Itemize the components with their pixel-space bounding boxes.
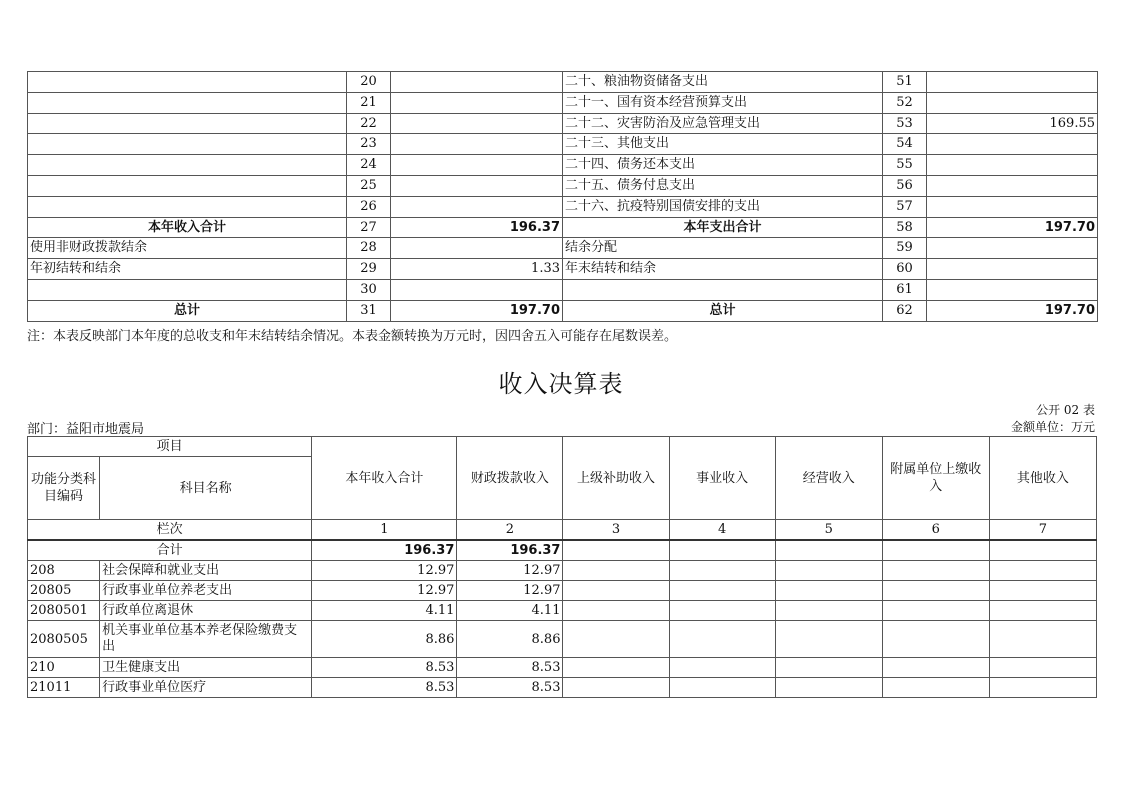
left-amount: 196.37 (391, 217, 563, 238)
amount-cell (775, 678, 882, 698)
amount-cell (563, 581, 669, 601)
left-item-label: 使用非财政拨款结余 (28, 238, 347, 259)
table-row (28, 621, 1097, 658)
amount-cell: 8.53 (457, 678, 563, 698)
left-line-number: 26 (347, 196, 391, 217)
right-amount (927, 259, 1098, 280)
right-item-label: 二十六、抗疫特别国债安排的支出 (563, 196, 883, 217)
table-row (28, 259, 1098, 280)
subject-name: 社会保障和就业支出 (100, 561, 312, 581)
amount-cell (989, 621, 1096, 658)
right-item-label: 本年支出合计 (563, 217, 883, 238)
right-amount (927, 72, 1098, 93)
left-line-number: 23 (347, 134, 391, 155)
right-line-number: 58 (883, 217, 927, 238)
table-row (28, 196, 1098, 217)
page-title: 收入决算表 (498, 370, 624, 398)
right-amount (927, 92, 1098, 113)
left-item-label (28, 72, 347, 93)
left-item-label: 年初结转和结余 (28, 259, 347, 280)
amount-cell: 8.53 (457, 658, 563, 678)
right-amount: 197.70 (927, 217, 1098, 238)
column-index-label: 栏次 (28, 520, 312, 541)
column-number: 6 (882, 520, 989, 541)
table-row (28, 155, 1098, 176)
unit-label: 金额单位：万元 (1010, 420, 1095, 434)
right-amount (927, 196, 1098, 217)
right-line-number: 61 (883, 279, 927, 300)
table-row (28, 175, 1098, 196)
amount-cell (882, 658, 989, 678)
amount-cell (669, 678, 775, 698)
left-item-label: 总计 (28, 300, 347, 321)
right-amount (927, 175, 1098, 196)
left-item-label (28, 92, 347, 113)
amount-cell (882, 601, 989, 621)
function-code: 20805 (28, 581, 100, 601)
table-row (28, 238, 1098, 259)
amount-cell: 4.11 (457, 601, 563, 621)
left-line-number: 21 (347, 92, 391, 113)
right-line-number: 60 (883, 259, 927, 280)
function-code: 2080505 (28, 621, 100, 658)
table-row (28, 658, 1097, 678)
amount-cell (989, 601, 1096, 621)
amount-cell (775, 581, 882, 601)
amount-cell: 12.97 (457, 561, 563, 581)
left-amount (391, 279, 563, 300)
column-number: 1 (312, 520, 457, 541)
table-row (28, 581, 1097, 601)
left-item-label (28, 279, 347, 300)
amount-cell (989, 678, 1096, 698)
left-line-number: 20 (347, 72, 391, 93)
amount-cell (775, 658, 882, 678)
header-col-4: 事业收入 (669, 437, 775, 520)
total-amount: 196.37 (457, 540, 563, 561)
left-amount (391, 155, 563, 176)
right-item-label: 总计 (563, 300, 883, 321)
left-amount (391, 238, 563, 259)
left-amount (391, 72, 563, 93)
subject-name: 卫生健康支出 (100, 658, 312, 678)
right-amount (927, 238, 1098, 259)
amount-cell (882, 581, 989, 601)
right-item-label: 二十四、债务还本支出 (563, 155, 883, 176)
table-note: 注：本表反映部门本年度的总收支和年末结转结余情况。本表金额转换为万元时，因四舍五入可能存在尾数误差。 (27, 329, 678, 344)
amount-cell (669, 621, 775, 658)
header-col-7: 其他收入 (989, 437, 1096, 520)
right-item-label: 结余分配 (563, 238, 883, 259)
amount-cell (563, 621, 669, 658)
function-code: 21011 (28, 678, 100, 698)
amount-cell (989, 581, 1096, 601)
right-line-number: 52 (883, 92, 927, 113)
subject-name: 机关事业单位基本养老保险缴费支出 (100, 621, 312, 658)
header-col-2: 财政拨款收入 (457, 437, 563, 520)
header-col-1: 本年收入合计 (312, 437, 457, 520)
table-row (28, 300, 1098, 321)
left-line-number: 29 (347, 259, 391, 280)
amount-cell (669, 601, 775, 621)
left-item-label (28, 113, 347, 134)
amount-cell (563, 678, 669, 698)
subject-name: 行政单位离退休 (100, 601, 312, 621)
right-line-number: 59 (883, 238, 927, 259)
amount-cell (882, 561, 989, 581)
right-line-number: 57 (883, 196, 927, 217)
right-item-label (563, 279, 883, 300)
right-amount (927, 155, 1098, 176)
left-item-label: 本年收入合计 (28, 217, 347, 238)
right-line-number: 55 (883, 155, 927, 176)
amount-cell (882, 621, 989, 658)
subject-name: 行政事业单位医疗 (100, 678, 312, 698)
total-amount (775, 540, 882, 561)
right-line-number: 56 (883, 175, 927, 196)
amount-cell (669, 658, 775, 678)
table-row (28, 72, 1098, 93)
table-row (28, 601, 1097, 621)
total-amount (989, 540, 1096, 561)
table-row (28, 217, 1098, 238)
right-amount: 197.70 (927, 300, 1098, 321)
column-number: 3 (563, 520, 669, 541)
right-amount (927, 279, 1098, 300)
amount-cell: 4.11 (312, 601, 457, 621)
amount-cell: 12.97 (312, 561, 457, 581)
amount-cell (563, 561, 669, 581)
left-line-number: 31 (347, 300, 391, 321)
left-item-label (28, 134, 347, 155)
amount-cell (989, 658, 1096, 678)
right-item-label: 二十一、国有资本经营预算支出 (563, 92, 883, 113)
amount-cell (669, 561, 775, 581)
amount-cell (775, 601, 882, 621)
left-line-number: 28 (347, 238, 391, 259)
amount-cell (563, 658, 669, 678)
total-label: 合计 (28, 540, 312, 561)
amount-cell: 12.97 (312, 581, 457, 601)
total-amount (563, 540, 669, 561)
right-line-number: 53 (883, 113, 927, 134)
left-line-number: 22 (347, 113, 391, 134)
table-row (28, 678, 1097, 698)
total-amount (882, 540, 989, 561)
column-number: 7 (989, 520, 1096, 541)
amount-cell: 8.86 (457, 621, 563, 658)
function-code: 208 (28, 561, 100, 581)
header-subject-name: 科目名称 (100, 457, 312, 520)
header-func-code: 功能分类科目编码 (28, 457, 100, 520)
left-amount (391, 175, 563, 196)
right-item-label: 二十二、灾害防治及应急管理支出 (563, 113, 883, 134)
left-line-number: 24 (347, 155, 391, 176)
header-col-3: 上级补助收入 (563, 437, 669, 520)
left-item-label (28, 155, 347, 176)
amount-cell: 8.53 (312, 678, 457, 698)
right-item-label: 二十、粮油物资储备支出 (563, 72, 883, 93)
left-amount (391, 134, 563, 155)
income-final-accounts-table (27, 436, 1097, 698)
header-project: 项目 (28, 437, 312, 457)
income-expense-summary-table (27, 71, 1098, 322)
amount-cell (989, 561, 1096, 581)
left-amount (391, 113, 563, 134)
amount-cell (882, 678, 989, 698)
left-line-number: 30 (347, 279, 391, 300)
total-amount: 196.37 (312, 540, 457, 561)
left-amount: 197.70 (391, 300, 563, 321)
table-row (28, 92, 1098, 113)
table-row (28, 134, 1098, 155)
amount-cell: 8.53 (312, 658, 457, 678)
right-amount (927, 134, 1098, 155)
function-code: 2080501 (28, 601, 100, 621)
column-number: 5 (775, 520, 882, 541)
header-col-5: 经营收入 (775, 437, 882, 520)
left-amount (391, 196, 563, 217)
right-line-number: 51 (883, 72, 927, 93)
table-row (28, 113, 1098, 134)
left-item-label (28, 175, 347, 196)
right-line-number: 62 (883, 300, 927, 321)
subject-name: 行政事业单位养老支出 (100, 581, 312, 601)
left-amount (391, 92, 563, 113)
amount-cell: 8.86 (312, 621, 457, 658)
header-col-6: 附属单位上缴收入 (882, 437, 989, 520)
column-number: 2 (457, 520, 563, 541)
table-row (28, 561, 1097, 581)
table-row (28, 279, 1098, 300)
amount-cell (669, 581, 775, 601)
amount-cell (563, 601, 669, 621)
left-amount: 1.33 (391, 259, 563, 280)
amount-cell: 12.97 (457, 581, 563, 601)
right-amount: 169.55 (927, 113, 1098, 134)
table-code: 公开 02 表 (1036, 403, 1095, 417)
department-label: 部门：益阳市地震局 (27, 422, 145, 437)
right-item-label: 二十三、其他支出 (563, 134, 883, 155)
amount-cell (775, 621, 882, 658)
total-amount (669, 540, 775, 561)
right-item-label: 二十五、债务付息支出 (563, 175, 883, 196)
left-line-number: 25 (347, 175, 391, 196)
function-code: 210 (28, 658, 100, 678)
right-line-number: 54 (883, 134, 927, 155)
column-number: 4 (669, 520, 775, 541)
left-line-number: 27 (347, 217, 391, 238)
left-item-label (28, 196, 347, 217)
amount-cell (775, 561, 882, 581)
right-item-label: 年末结转和结余 (563, 259, 883, 280)
